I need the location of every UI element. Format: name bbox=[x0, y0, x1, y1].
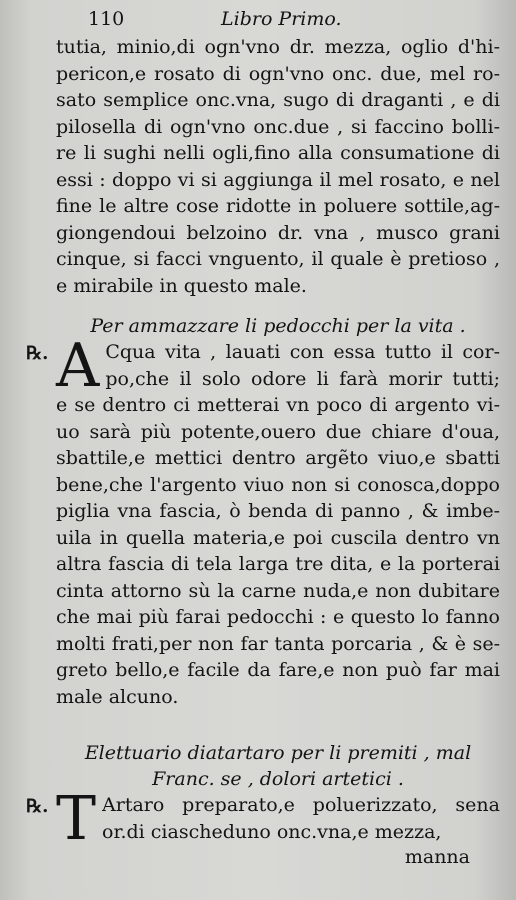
text-line: male alcuno. bbox=[56, 685, 179, 708]
intro-paragraph bbox=[56, 34, 500, 299]
text-line: sato semplice onc.vna, sugo di draganti , e di bbox=[56, 89, 500, 111]
text-line: pericon,e rosato di ogn'vno onc. due, mel ro- bbox=[56, 62, 500, 85]
text-line: po,che il solo odore li farà morir tutti; bbox=[105, 367, 500, 390]
text-line: Cqua vita , lauati con essa tutto il cor- bbox=[105, 341, 500, 363]
text-line: e mirabile in questo male. bbox=[56, 274, 307, 297]
recipe-symbol: ℞. bbox=[26, 796, 49, 817]
text-line: piglia vna fascia, ò benda di panno , & imbe- bbox=[56, 500, 500, 522]
text-line: or.di ciascheduno onc.vna,e mezza, bbox=[102, 820, 442, 843]
text-line: che mai più farai pedocchi : e questo lo fanno bbox=[56, 606, 500, 628]
drop-cap: A bbox=[56, 331, 100, 401]
catchword: manna bbox=[404, 846, 470, 868]
text-line: altra fascia di tela larga tre dita, e la porterai bbox=[56, 553, 500, 575]
page-number: 110 bbox=[88, 8, 125, 30]
text-line: cinta attorno sù la carne nuda,e non dubitare bbox=[56, 579, 500, 602]
text-line: uo sarà più potente,ouero due chiare d'oua, bbox=[56, 420, 500, 443]
text-line: pilosella di ogn'vno onc.due , si faccino bolli- bbox=[56, 115, 500, 138]
drop-cap: T bbox=[56, 784, 97, 854]
text-line: cinque, si facci vnguento, il quale è pretioso , bbox=[56, 248, 500, 270]
recipe-title: Elettuario diatartaro per li premiti , mal bbox=[84, 742, 472, 764]
recipe-title: Per ammazzare li pedocchi per la vita . bbox=[90, 315, 466, 337]
recipe-title: Franc. se , dolori artetici . bbox=[152, 768, 404, 790]
text-line: uila in quella materia,e poi cuscila dentro vn bbox=[56, 526, 500, 549]
text-line: fine le altre cose ridotte in poluere sottile,ag- bbox=[56, 195, 500, 217]
text-line: re li sughi nelli ogli,fino alla consumatione di bbox=[56, 142, 500, 164]
page-header bbox=[56, 6, 500, 34]
recipe-symbol: ℞. bbox=[26, 343, 49, 364]
running-title: Libro Primo. bbox=[221, 8, 342, 30]
text-line: giongendoui belzoino dr. vna , musco grani bbox=[56, 221, 500, 244]
text-line: e se dentro ci metterai vn poco di argento vi- bbox=[56, 394, 500, 416]
text-line: sbattile,e mettici dentro argẽto viuo,e sbatti bbox=[56, 447, 500, 469]
text-line: bene,che l'argento viuo non si conosca,doppo bbox=[56, 473, 500, 496]
text-line: essi : doppo vi si aggiunga il mel rosato, e nel bbox=[56, 168, 500, 191]
text-line: Artaro preparato,e poluerizzato, sena bbox=[102, 794, 500, 816]
recipe-electuary bbox=[26, 740, 500, 869]
recipe-lice bbox=[26, 313, 500, 710]
text-line: molti frati,per non far tanta porcaria , & è se- bbox=[56, 632, 500, 655]
text-line: greto bello,e facile da fare,e non può far mai bbox=[56, 659, 500, 681]
text-line: tutia, minio,di ogn'vno dr. mezza, oglio d'hi- bbox=[56, 36, 500, 58]
